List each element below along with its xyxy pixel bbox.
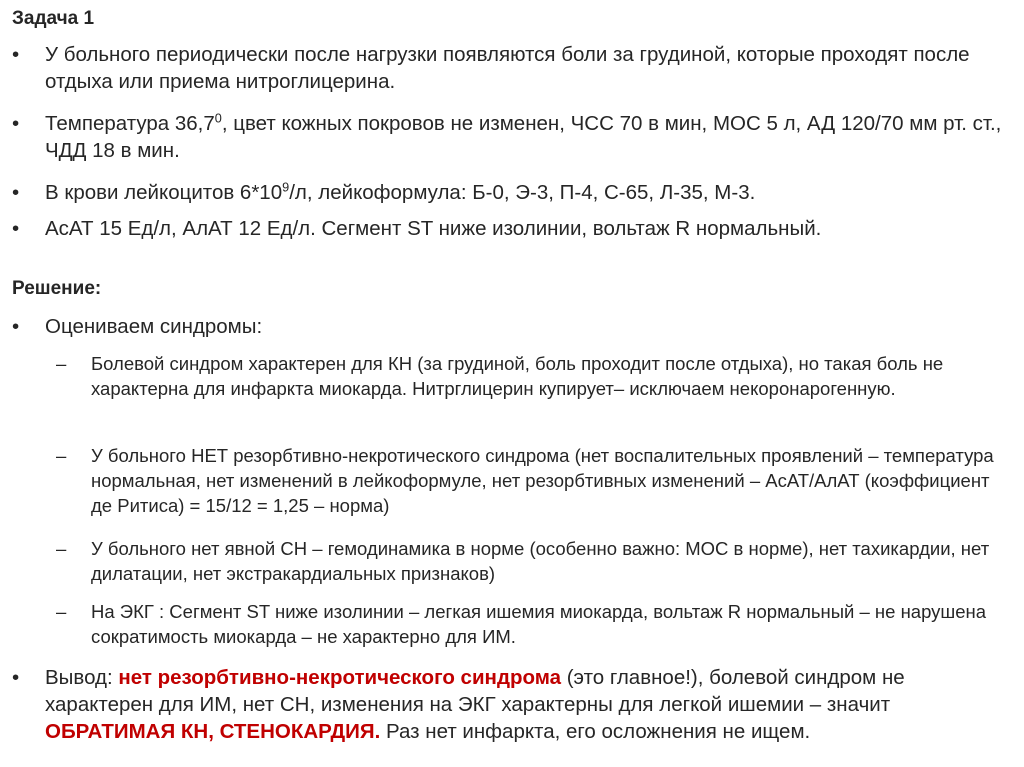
condition-text-part: , цвет кожных покровов не изменен, ЧСС 70 в мин, МОС 5 л, АД 120/70 мм рт. ст., ЧДД 18 в мин. <box>45 112 1002 162</box>
syndrome-text: Болевой синдром характерен для КН (за грудиной, боль проходит после отдыха), но такая боль не характерна для инфаркта миокарда. Нитрглицерин купирует– исключаем некоронарогенную. <box>91 353 944 399</box>
condition-text <box>12 110 1006 164</box>
dash-marker: – <box>56 445 67 466</box>
exponent-superscript: 9 <box>282 179 290 195</box>
syndrome-text: У больного НЕТ резорбтивно-некротического синдрома (нет воспалительных проявлений – температура нормальная, нет изменений в лейкоформуле, нет резорбтивных изменений – АсАТ/АлАТ (коэффициент де Ритиса) = 15/12 = 1,25 – норма) <box>91 445 994 516</box>
condition-text: У больного периодически после нагрузки появляются боли за грудиной, которые проходят после отдыха или приема нитроглицерина. <box>45 43 970 93</box>
condition-text-part: Температура 36,7 <box>45 112 215 135</box>
conclusion-highlight-diagnosis: ОБРАТИМАЯ КН, СТЕНОКАРДИЯ. <box>45 720 381 743</box>
assess-item <box>12 313 1006 340</box>
condition-text-part: В крови лейкоцитов 6*10 <box>45 181 283 204</box>
condition-text-part: /л, лейкоформула: Б-0, Э-3, П-4, С-65, Л-35, М-3. <box>289 181 756 204</box>
conclusion-middle: (это главное!), болевой синдром не характерен для ИМ, нет СН, изменения на ЭКГ характерны для легкой ишемии – значит <box>45 666 905 716</box>
condition-item-3 <box>12 179 1006 206</box>
syndrome-item-1 <box>56 351 1006 401</box>
syndrome-item-3 <box>56 536 1006 586</box>
dash-marker: – <box>56 538 67 559</box>
bullet-marker: • <box>12 112 20 135</box>
dash-marker: – <box>56 601 67 622</box>
bullet-marker: • <box>12 666 20 689</box>
bullet-marker: • <box>12 181 20 204</box>
slide-title: Задача 1 <box>12 8 95 29</box>
condition-item-1 <box>12 41 1006 95</box>
dash-marker: – <box>56 353 67 374</box>
condition-text <box>12 179 1006 206</box>
bullet-marker: • <box>12 217 20 240</box>
degree-superscript: 0 <box>214 110 222 126</box>
conclusion-item <box>12 664 1006 745</box>
syndrome-item-4 <box>56 599 1006 649</box>
syndrome-item-2 <box>56 443 1006 518</box>
condition-item-4 <box>12 215 1006 242</box>
assess-label: Оцениваем синдромы: <box>45 315 263 338</box>
solution-heading: Решение: <box>12 278 102 299</box>
syndrome-text: У больного нет явной СН – гемодинамика в норме (особенно важно: МОС в норме), нет тахикардии, нет дилатации, нет экстракардиальных признаков) <box>91 538 990 584</box>
bullet-marker: • <box>12 43 20 66</box>
conclusion-tail: Раз нет инфаркта, его осложнения не ищем. <box>380 720 811 743</box>
conclusion-lead: Вывод: <box>45 666 119 689</box>
condition-item-2 <box>12 110 1006 164</box>
bullet-marker: • <box>12 315 20 338</box>
condition-text: АсАТ 15 Ед/л, АлАТ 12 Ед/л. Сегмент ST ниже изолинии, вольтаж R нормальный. <box>45 217 822 240</box>
syndrome-text: На ЭКГ : Сегмент ST ниже изолинии – легкая ишемия миокарда, вольтаж R нормальный – не нарушена сократимость миокарда – не характерно для ИМ. <box>91 601 987 647</box>
conclusion-highlight-syndrome: нет резорбтивно-некротического синдрома <box>118 666 562 689</box>
conclusion-text <box>12 664 1006 745</box>
